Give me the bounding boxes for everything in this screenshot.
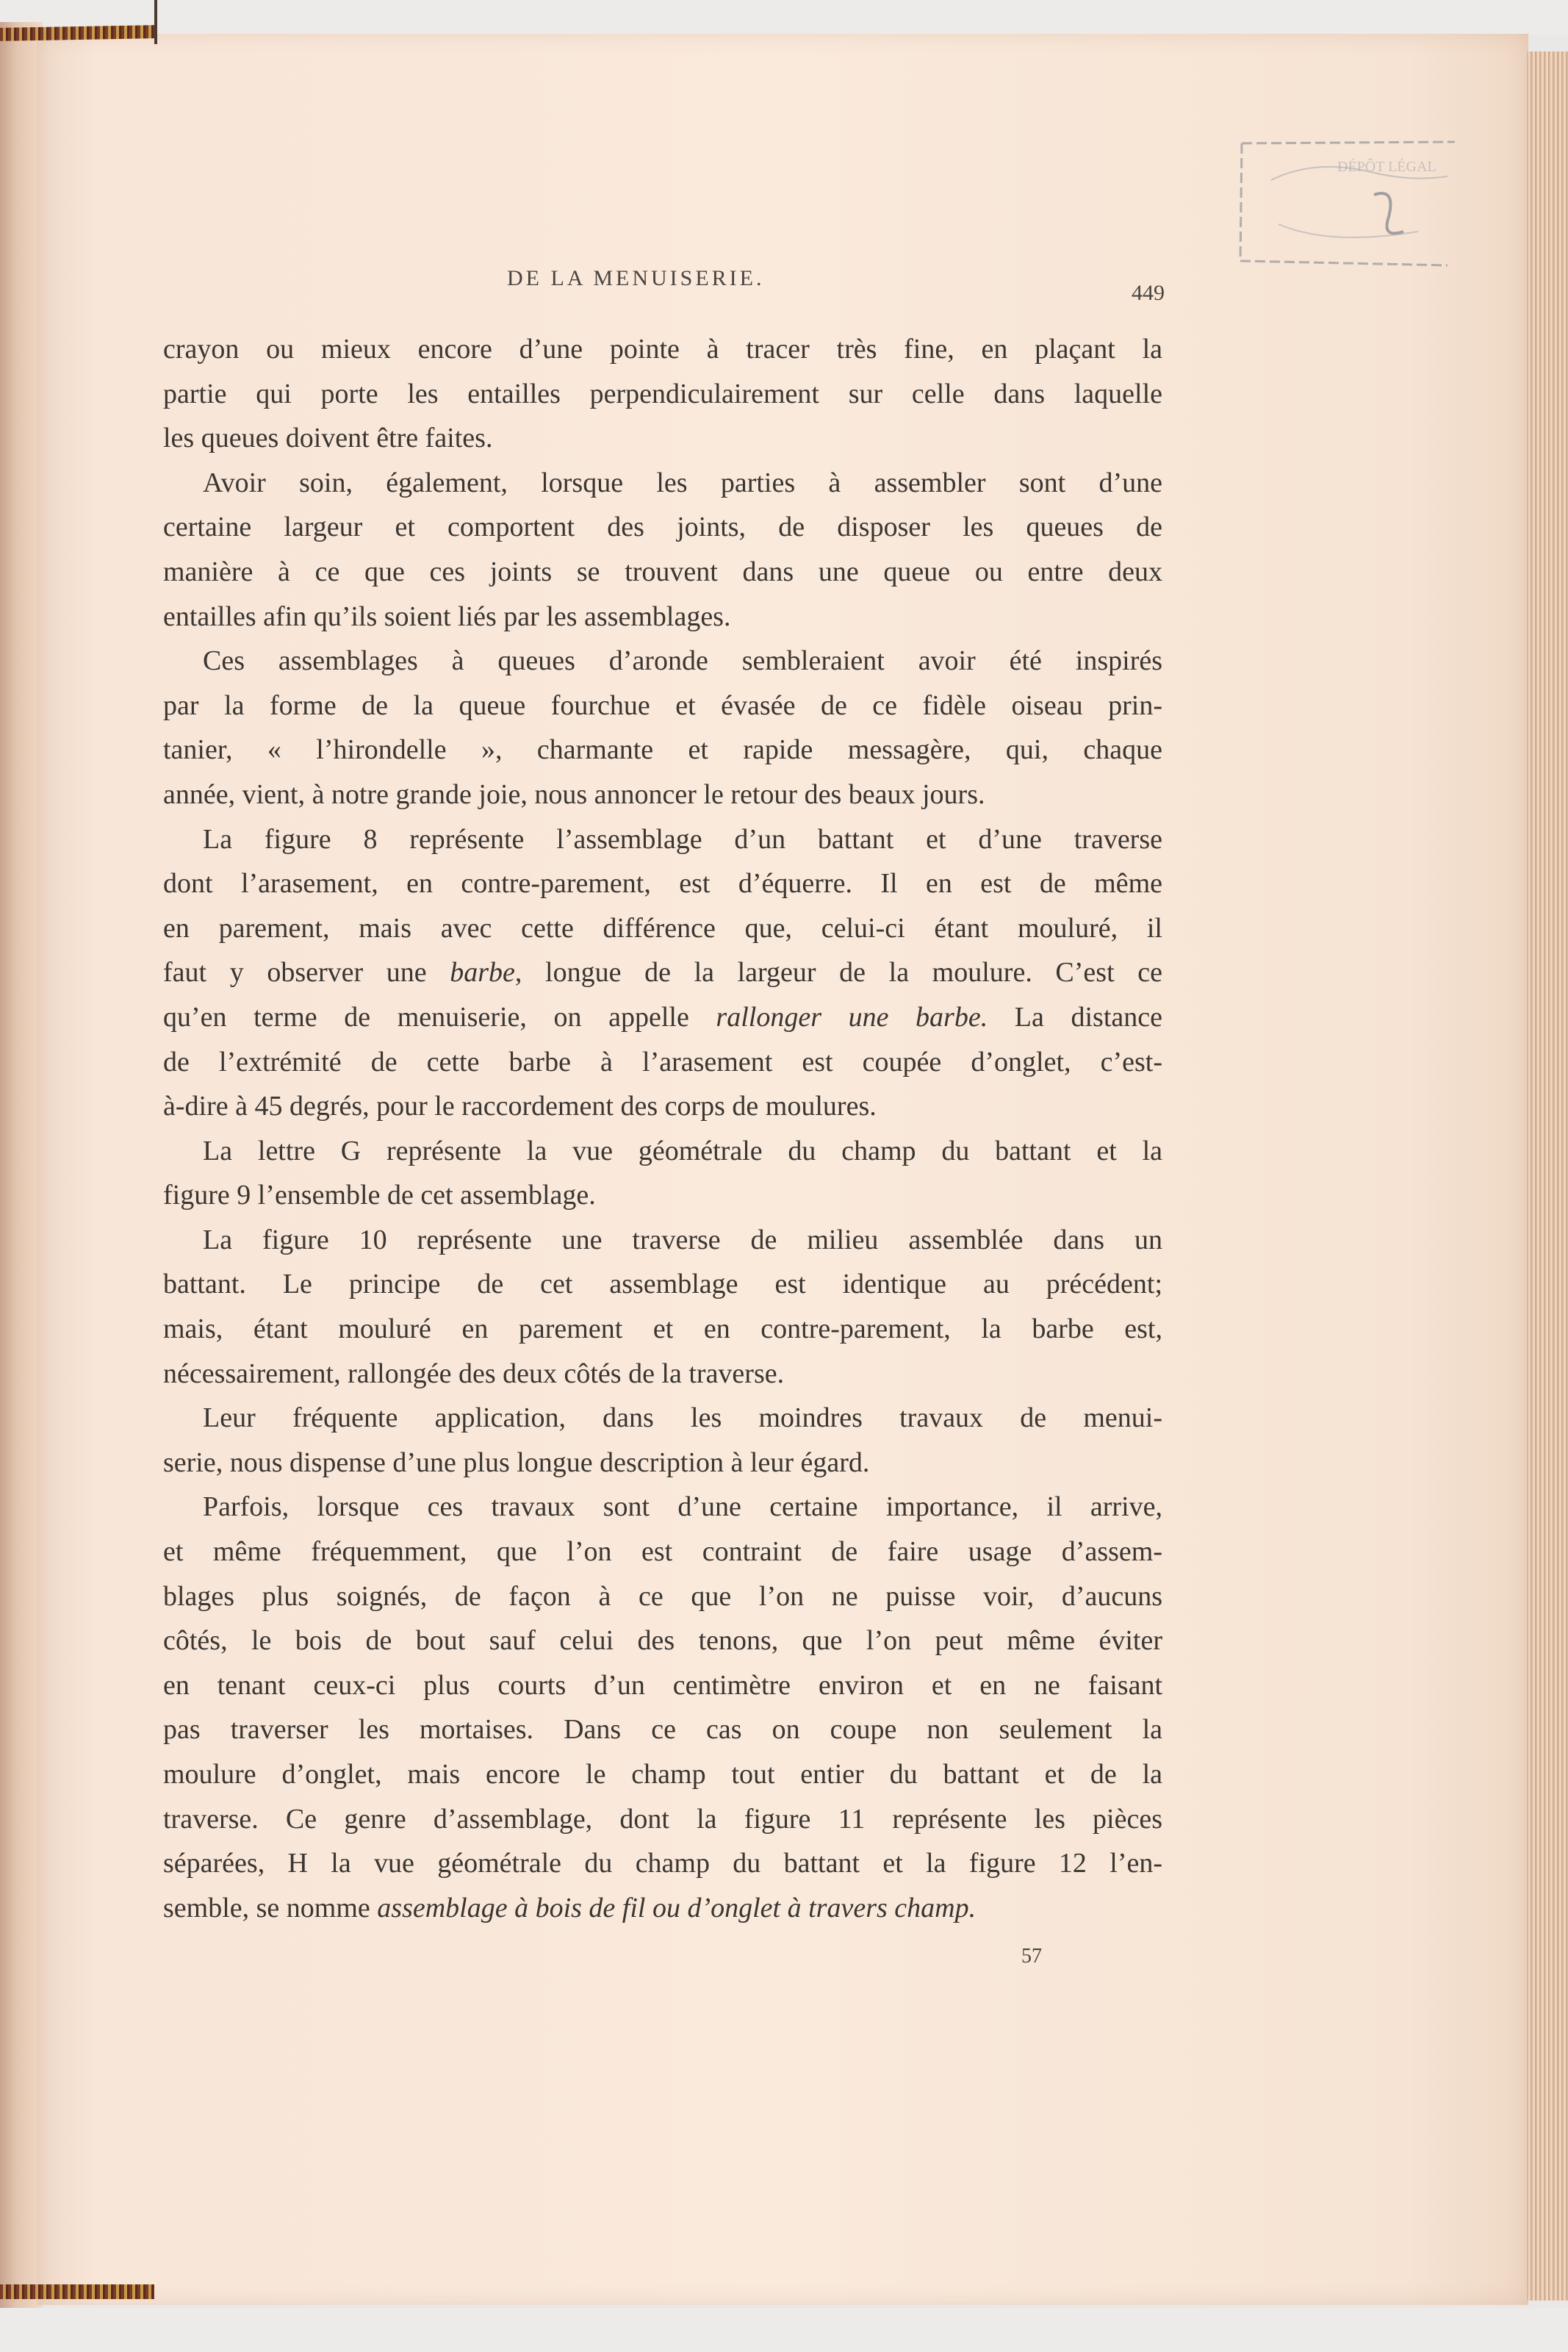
italic-term-assemblage: assemblage à bois de fil ou d’onglet à travers champ. (377, 1892, 977, 1923)
text-line: La figure 10 représente une traverse de milieu assemblée dans un (203, 1224, 1162, 1255)
text-line: côtés, le bois de bout sauf celui des tenons, que l’on peut même éviter (163, 1625, 1162, 1657)
paragraph-2 (163, 461, 1162, 639)
body-text (163, 327, 1162, 1930)
page-edges (1527, 51, 1568, 2301)
text-line: Parfois, lorsque ces travaux sont d’une certaine importance, il arrive, (203, 1491, 1162, 1523)
text-line: en parement, mais avec cette différence que, celui-ci étant mouluré, il (163, 912, 1162, 944)
text-segment: La distance (988, 1001, 1162, 1033)
text-line: nécessairement, rallongée des deux côtés de la traverse. (163, 1358, 785, 1389)
text-line: crayon ou mieux encore d’une pointe à tracer très fine, en plaçant la (163, 334, 1162, 365)
signature-mark: 57 (1021, 1945, 1042, 1968)
text-line: blages plus soignés, de façon à ce que l’on ne puisse voir, d’aucuns (163, 1580, 1162, 1612)
italic-term-barbe: barbe (450, 957, 515, 989)
text-line (163, 950, 1162, 995)
text-line: Leur fréquente application, dans les moindres travaux de menui- (203, 1402, 1162, 1434)
bookmark-ribbon (154, 0, 157, 44)
text-segment: semble, se nomme (163, 1892, 378, 1923)
text-line (163, 1886, 1162, 1931)
text-line: de l’extrémité de cette barbe à l’arasement est coupée d’onglet, c’est- (163, 1046, 1162, 1078)
text-line: moulure d’onglet, mais encore le champ tout entier du battant et de la (163, 1759, 1162, 1790)
text-line: certaine largeur et comportent des joints, de disposer les queues de (163, 512, 1162, 543)
text-line: Avoir soin, également, lorsque les parties à assembler sont d’une (203, 467, 1162, 498)
text-line: tanier, « l’hirondelle », charmante et rapide messagère, qui, chaque (163, 734, 1162, 766)
text-line: serie, nous dispense d’une plus longue description à leur égard. (163, 1446, 870, 1478)
headband-top (0, 25, 154, 41)
text-line: les queues doivent être faites. (163, 423, 493, 454)
text-line: à-dire à 45 degrés, pour le raccordement des corps de moulures. (163, 1091, 877, 1122)
text-line: Ces assemblages à queues d’aronde sembleraient avoir été inspirés (203, 645, 1162, 677)
text-segment: qu’en terme de menuiserie, on appelle (163, 1001, 716, 1033)
scan-background-top (0, 0, 1568, 35)
text-line: entailles afin qu’ils soient liés par les assemblages. (163, 600, 731, 632)
paragraph-6 (163, 1218, 1162, 1396)
text-line: pas traverser les mortaises. Dans ce cas on coupe non seulement la (163, 1714, 1162, 1746)
text-line: année, vient, à notre grande joie, nous annoncer le retour des beaux jours. (163, 778, 985, 810)
paragraph-1 (163, 327, 1162, 461)
text-line: séparées, H la vue géométrale du champ du battant et la figure 12 l’en- (163, 1848, 1162, 1879)
text-line: par la forme de la queue fourchue et évasée de ce fidèle oiseau prin- (163, 689, 1162, 721)
text-line: mais, étant mouluré en parement et en contre-parement, la barbe est, (163, 1313, 1162, 1345)
paragraph-8 (163, 1485, 1162, 1930)
text-line: La figure 8 représente l’assemblage d’un battant et d’une traverse (203, 823, 1162, 855)
running-head: DE LA MENUISERIE. (507, 266, 765, 290)
paragraph-5 (163, 1129, 1162, 1218)
stamp-text: DÉPÔT LÉGAL (1337, 159, 1436, 175)
scan-background-bottom (0, 2308, 1568, 2352)
paragraph-7 (163, 1396, 1162, 1485)
text-line: en tenant ceux-ci plus courts d’un centimètre environ et en ne faisant (163, 1669, 1162, 1701)
paragraph-3 (163, 639, 1162, 817)
italic-term-rallonger: rallonger une barbe. (716, 1001, 988, 1033)
text-line (163, 995, 1162, 1040)
text-segment: , longue de la largeur de la moulure. C’est ce (514, 957, 1162, 989)
text-line: et même fréquemment, que l’on est contraint de faire usage d’assem- (163, 1536, 1162, 1568)
paragraph-4 (163, 817, 1162, 1129)
text-line: dont l’arasement, en contre-parement, est d’équerre. Il en est de même (163, 868, 1162, 900)
text-segment: faut y observer une (163, 957, 450, 989)
headband-bottom (0, 2284, 154, 2299)
library-stamp-icon (1227, 136, 1462, 283)
text-line: La lettre G représente la vue géométrale du champ du battant et la (203, 1135, 1162, 1166)
text-line: partie qui porte les entailles perpendiculairement sur celle dans laquelle (163, 378, 1162, 409)
text-line: figure 9 l’ensemble de cet assemblage. (163, 1180, 596, 1211)
text-line: traverse. Ce genre d’assemblage, dont la figure 11 représente les pièces (163, 1803, 1162, 1835)
text-line: manière à ce que ces joints se trouvent dans une queue ou entre deux (163, 556, 1162, 587)
text-line: battant. Le principe de cet assemblage est identique au précédent; (163, 1269, 1162, 1300)
page-number: 449 (1132, 281, 1165, 305)
